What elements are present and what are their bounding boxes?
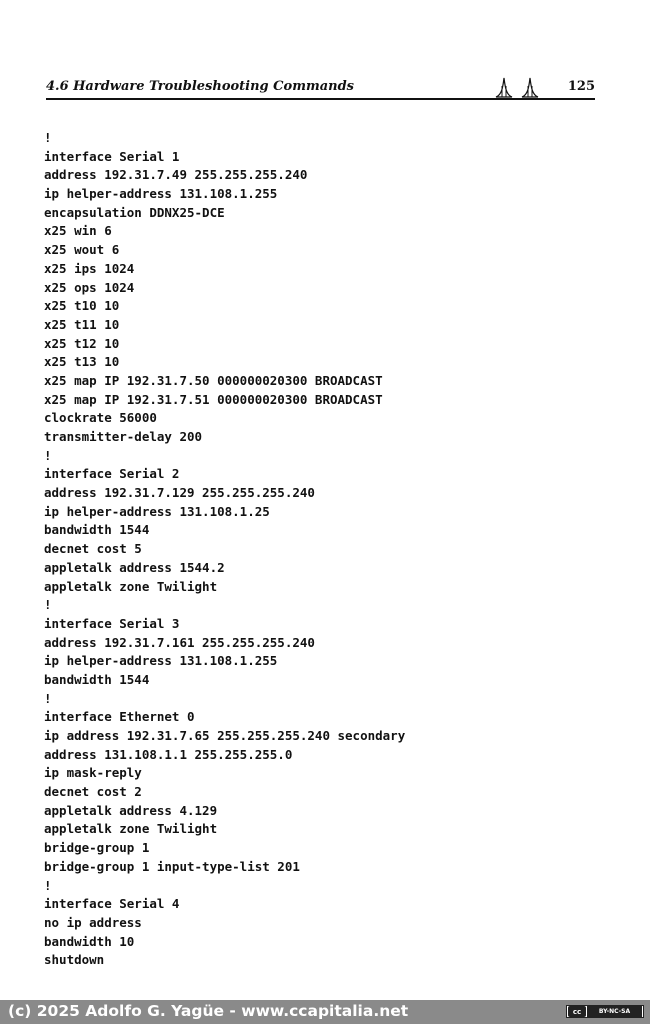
- code-line: clockrate 56000: [44, 410, 157, 426]
- code-line: x25 ops 1024: [44, 279, 135, 295]
- code-line: address 192.31.7.129 255.255.255.240: [44, 485, 315, 501]
- code-line: ip helper-address 131.108.1.25: [44, 503, 270, 519]
- code-line: interface Serial 3: [44, 615, 180, 631]
- code-line: shutdown: [44, 952, 105, 968]
- config-code-block: [44, 129, 405, 970]
- code-line: bandwidth 1544: [44, 522, 150, 538]
- code-line: bridge-group 1 input-type-list 201: [44, 858, 300, 874]
- page-header: [46, 78, 595, 100]
- cc-icon: cc: [568, 1006, 586, 1017]
- code-line: x25 win 6: [44, 223, 112, 239]
- footer-bar: [0, 1000, 650, 1024]
- code-line: address 192.31.7.49 255.255.255.240: [44, 167, 308, 183]
- code-line: appletalk address 4.129: [44, 802, 218, 818]
- code-line: x25 t11 10: [44, 316, 120, 332]
- section-title: 4.6 Hardware Troubleshooting Commands: [46, 79, 354, 94]
- code-line: x25 t13 10: [44, 354, 120, 370]
- twin-tower-logo-icon: [494, 76, 546, 98]
- code-line: bridge-group 1: [44, 840, 150, 856]
- code-line: address 131.108.1.1 255.255.255.0: [44, 746, 293, 762]
- page-number: 125: [567, 79, 595, 94]
- cc-license-badge[interactable]: [566, 1005, 644, 1018]
- code-line: x25 map IP 192.31.7.50 000000020300 BROADCAST: [44, 372, 383, 388]
- code-line: ip address 192.31.7.65 255.255.255.240 secondary: [44, 728, 406, 743]
- code-line: decnet cost 5: [44, 541, 142, 557]
- code-line: x25 ips 1024: [44, 260, 135, 276]
- code-line: x25 t10 10: [44, 298, 120, 314]
- license-label: BY-NC-SA: [587, 1006, 642, 1017]
- code-line: !: [44, 130, 52, 145]
- code-line: interface Ethernet 0: [44, 709, 195, 725]
- code-line: !: [44, 690, 52, 706]
- code-line: bandwidth 10: [44, 933, 135, 949]
- copyright-text: (c) 2025 Adolfo G. Yagüe - www.ccapitalia.net: [8, 1002, 409, 1020]
- code-line: appletalk zone Twilight: [44, 578, 218, 594]
- code-line: ip mask-reply: [44, 765, 142, 781]
- code-line: interface Serial 2: [44, 466, 180, 482]
- code-line: ip helper-address 131.108.1.255: [44, 653, 278, 669]
- code-line: !: [44, 447, 52, 463]
- code-line: interface Serial 4: [44, 896, 180, 912]
- code-line: decnet cost 2: [44, 784, 142, 800]
- code-line: !: [44, 597, 52, 613]
- code-line: x25 wout 6: [44, 242, 120, 258]
- code-line: appletalk address 1544.2: [44, 559, 225, 575]
- code-line: ip helper-address 131.108.1.255: [44, 186, 278, 202]
- code-line: x25 map IP 192.31.7.51 000000020300 BROADCAST: [44, 391, 383, 407]
- code-line: transmitter-delay 200: [44, 429, 203, 444]
- code-line: !: [44, 877, 52, 893]
- code-line: interface Serial 1: [44, 148, 180, 164]
- code-line: no ip address: [44, 914, 142, 930]
- code-line: bandwidth 1544: [44, 671, 150, 687]
- code-line: x25 t12 10: [44, 335, 120, 351]
- code-line: address 192.31.7.161 255.255.255.240: [44, 634, 315, 650]
- code-line: encapsulation DDNX25-DCE: [44, 204, 225, 220]
- code-line: appletalk zone Twilight: [44, 821, 218, 837]
